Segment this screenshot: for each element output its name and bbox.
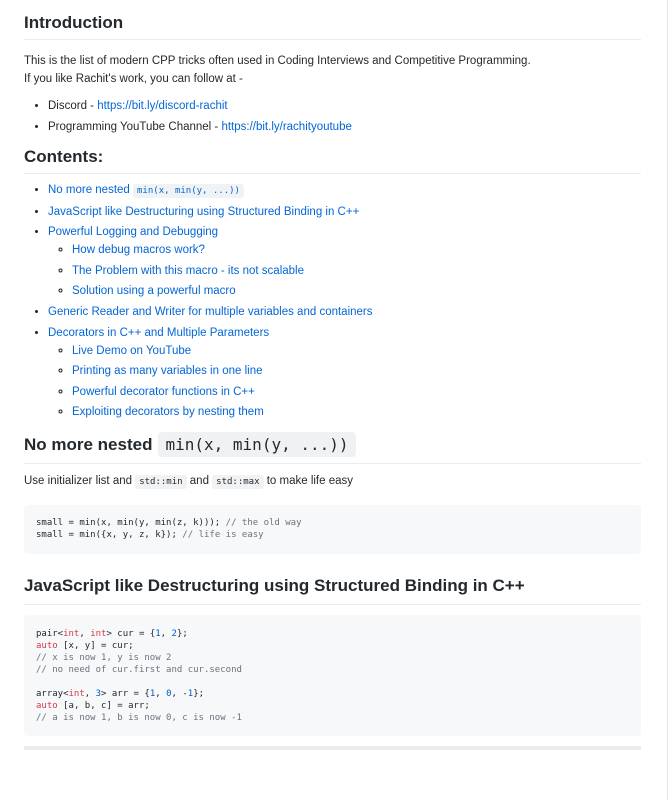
code-line: small = min({x, y, z, k});: [36, 530, 177, 541]
toc-subitem: [72, 242, 641, 258]
list-item: [48, 119, 641, 135]
code-token: pair<: [36, 629, 64, 640]
toc-item-decorators: [48, 325, 641, 421]
toc-link-reader-writer[interactable]: Generic Reader and Writer for multiple variables and containers: [48, 305, 373, 318]
nested-min-heading-code: min(x, min(y, ...)): [158, 432, 355, 457]
toc-item-logging: [48, 224, 641, 299]
youtube-link[interactable]: https://bit.ly/rachityoutube: [221, 121, 352, 133]
toc-sublist-logging: [48, 242, 641, 299]
code-token: 0: [166, 689, 172, 700]
toc-link-decorators[interactable]: Decorators in C++ and Multiple Parameters: [48, 326, 270, 339]
destructuring-heading: JavaScript like Destructuring using Structured Binding in C++: [24, 576, 641, 605]
intro-paragraph: [24, 52, 641, 88]
toc-subitem: [72, 343, 641, 359]
code-token: , -: [171, 689, 188, 700]
code-token: > cur = {: [106, 629, 156, 640]
code-token: [a, b, c] = arr;: [57, 701, 150, 712]
introduction-heading: Introduction: [24, 10, 641, 40]
toc-link-powerful-macro[interactable]: Solution using a powerful macro: [72, 285, 236, 298]
code-token: // no need of cur.first and cur.second: [36, 665, 242, 676]
table-of-contents: [24, 182, 641, 420]
code-token: > arr = {: [101, 689, 150, 700]
code-token: // a is now 1, b is now 0, c is now -1: [36, 713, 242, 724]
toc-link-decorator-functions[interactable]: Powerful decorator functions in C++: [72, 385, 255, 398]
code-token: int: [68, 689, 85, 700]
nested-min-heading: [24, 432, 641, 464]
toc-link-printing-variables[interactable]: Printing as many variables in one line: [72, 365, 263, 378]
desc-text: and: [186, 475, 213, 488]
code-token: ,: [84, 689, 96, 700]
toc-subitem: [72, 283, 641, 299]
code-token: };: [176, 629, 188, 640]
toc-subitem: [72, 404, 641, 420]
nested-min-heading-text: No more nested: [24, 434, 153, 454]
list-item: [48, 98, 641, 114]
initializer-list-paragraph: [24, 472, 641, 491]
discord-label: Discord -: [48, 100, 98, 112]
code-token: [x, y] = cur;: [57, 641, 134, 652]
toc-sublist-decorators: [48, 343, 641, 421]
code-token: 1: [149, 689, 156, 700]
code-token: auto: [36, 641, 58, 652]
toc-item-reader-writer: [48, 304, 641, 320]
toc-link-text: No more nested: [48, 184, 134, 196]
code-token: ,: [160, 629, 172, 640]
toc-subitem: [72, 384, 641, 400]
code-token: int: [90, 629, 107, 640]
code-comment: // life is easy: [176, 530, 264, 541]
code-line: small = min(x, min(y, min(z, k)));: [36, 518, 221, 529]
code-token: ,: [79, 629, 91, 640]
toc-link-destructuring[interactable]: JavaScript like Destructuring using Structured Binding in C++: [48, 205, 360, 218]
std-min-code: std::min: [135, 475, 186, 489]
follow-links-list: [24, 98, 641, 135]
std-max-code: std::max: [212, 475, 263, 489]
toc-item-nested-min: [48, 182, 641, 199]
toc-link-debug-macros[interactable]: How debug macros work?: [72, 244, 205, 257]
toc-link-logging[interactable]: Powerful Logging and Debugging: [48, 226, 219, 239]
code-comment: // the old way: [220, 518, 302, 529]
section-divider: [24, 746, 641, 750]
desc-text: to make life easy: [263, 475, 353, 488]
toc-subitem: [72, 263, 641, 279]
toc-link-live-demo[interactable]: Live Demo on YouTube: [72, 344, 192, 357]
desc-text: Use initializer list and: [24, 475, 136, 488]
toc-subitem: [72, 363, 641, 379]
intro-line-2: If you like Rachit's work, you can follow at -: [24, 73, 243, 85]
code-token: 1: [155, 629, 161, 640]
toc-link-nesting-decorators[interactable]: Exploiting decorators by nesting them: [72, 406, 264, 419]
contents-heading: Contents:: [24, 147, 641, 174]
toc-item-destructuring: [48, 204, 641, 220]
code-token: };: [193, 689, 205, 700]
code-token: int: [63, 629, 80, 640]
toc-link-code: min(x, min(y, ...)): [133, 184, 244, 198]
toc-link-nested-min[interactable]: [48, 184, 244, 196]
code-block-destructuring: [24, 615, 641, 736]
code-token: 2: [171, 629, 177, 640]
code-token: ,: [155, 689, 167, 700]
code-token: array<: [36, 689, 69, 700]
toc-link-macro-problem[interactable]: The Problem with this macro - its not scalable: [72, 264, 305, 277]
youtube-label: Programming YouTube Channel -: [48, 121, 222, 133]
code-token: // x is now 1, y is now 2: [36, 653, 172, 664]
intro-line-1: This is the list of modern CPP tricks often used in Coding Interviews and Competitive Programming.: [24, 55, 531, 67]
code-token: 1: [187, 689, 194, 700]
discord-link[interactable]: https://bit.ly/discord-rachit: [97, 100, 228, 112]
code-block-min: [24, 505, 641, 554]
code-token: 3: [95, 689, 102, 700]
code-token: auto: [36, 701, 58, 712]
